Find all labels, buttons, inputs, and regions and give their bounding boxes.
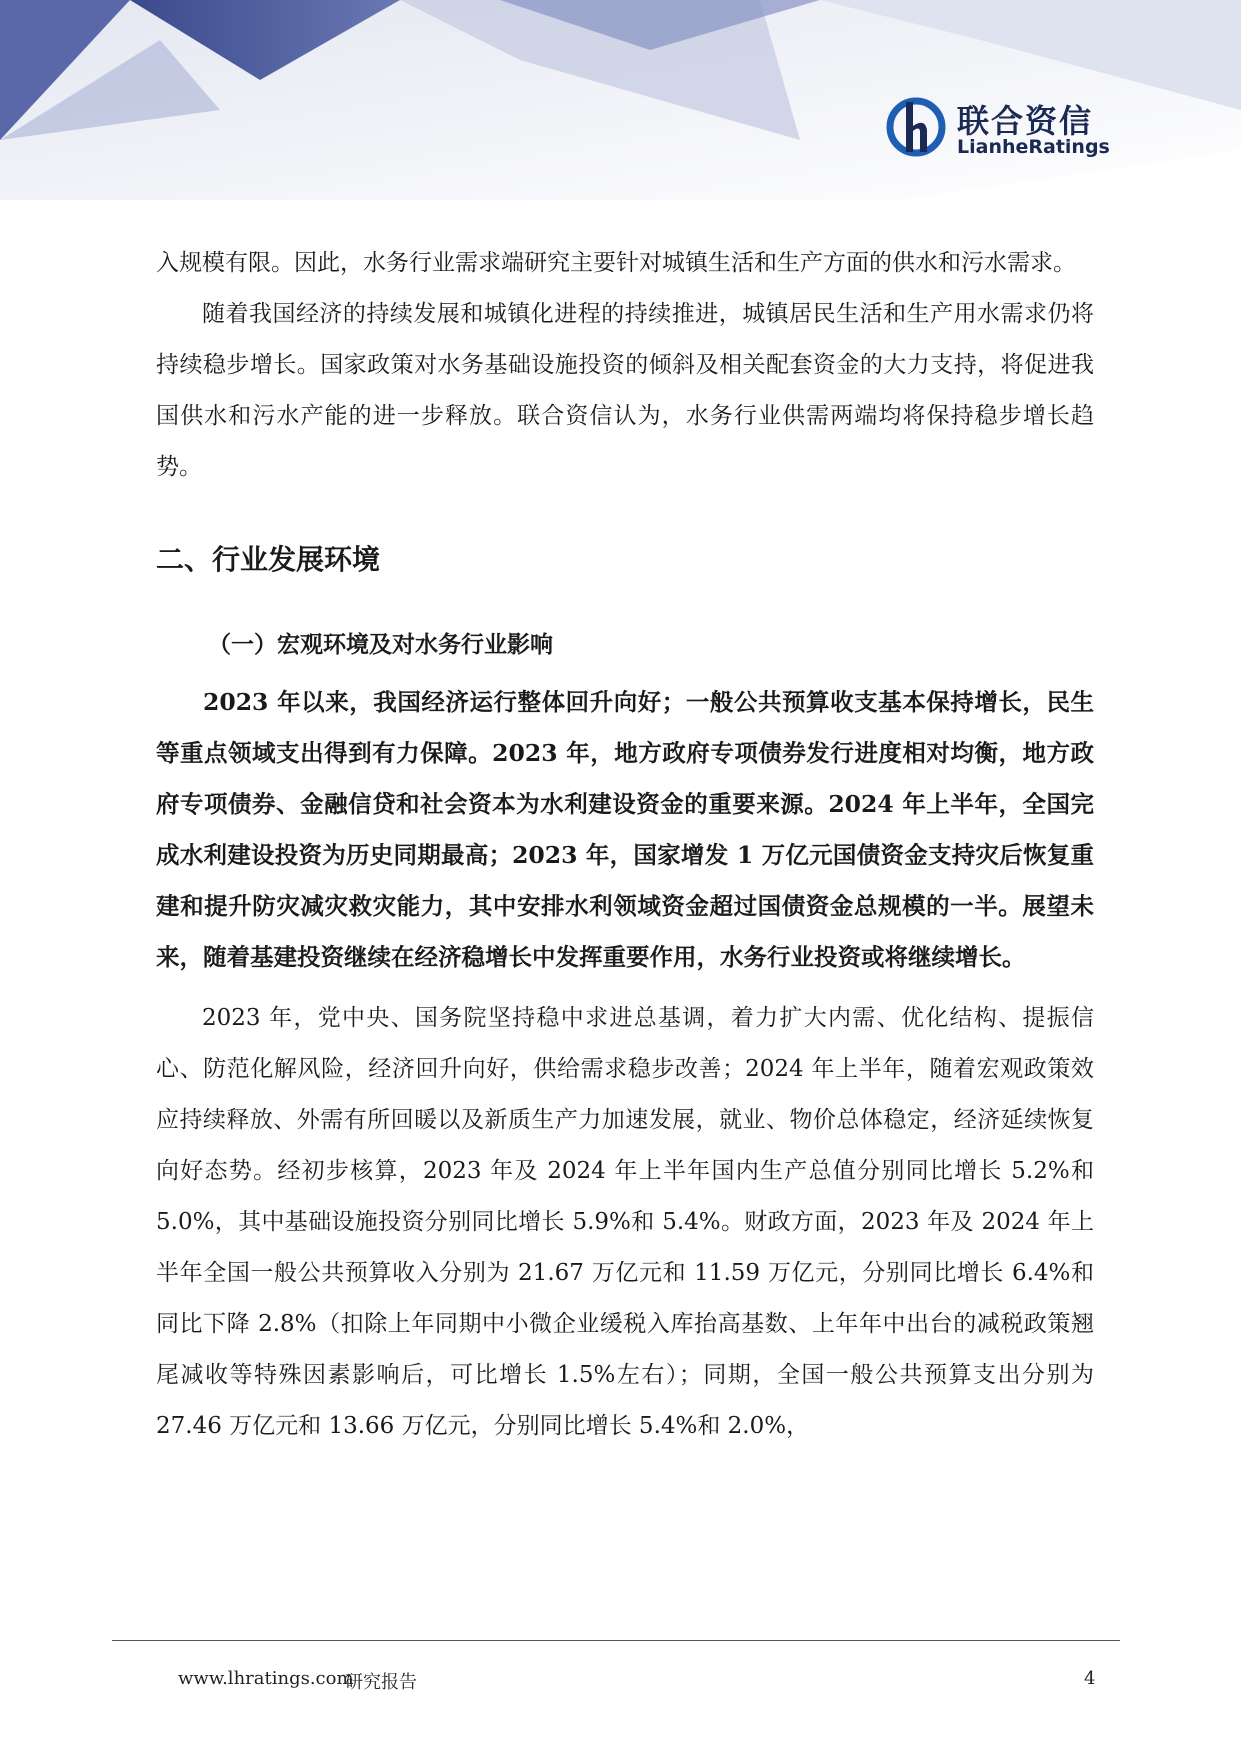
- paragraph-continued: 入规模有限。因此，水务行业需求端研究主要针对城镇生活和生产方面的供水和污水需求。: [156, 250, 1076, 276]
- brand-logo: [885, 96, 1110, 162]
- section-heading: 二、行业发展环境: [156, 543, 381, 576]
- lianhe-logo-icon: [885, 96, 947, 158]
- summary-paragraph: 2023 年以来，我国经济运行整体回升向好；一般公共预算收支基本保持增长，民生等重点领域支出得到有力保障。2023 年，地方政府专项债券发行进度相对均衡，地方政府专项债券、金融信贷和社会资本为水利建设资金的重要来源。2024 年上半年，全国完成水利建设投资为历史同期最高；2023 年，国家增发 1 万亿元国债资金支持灾后恢复重建和提升防灾减灾救灾能力，其中安排水利领域资金超过国债资金总规模的一半。展望未来，随着基建投资继续在经济稳增长中发挥重要作用，水务行业投资或将继续增长。: [156, 688, 1094, 971]
- document-body: [156, 238, 1094, 1452]
- footer-website-link[interactable]: www.lhratings.com: [178, 1668, 354, 1689]
- logo-english-name: LianheRatings: [957, 136, 1110, 158]
- logo-chinese-name: 联合资信: [957, 102, 1094, 140]
- footer-report-label: 研究报告: [345, 1672, 417, 1693]
- footer-divider: [112, 1640, 1120, 1641]
- paragraph-outlook: 随着我国经济的持续发展和城镇化进程的持续推进，城镇居民生活和生产用水需求仍将持续稳步增长。国家政策对水务基础设施投资的倾斜及相关配套资金的大力支持，将促进我国供水和污水产能的进一步释放。联合资信认为，水务行业供需两端均将保持稳步增长趋势。: [156, 301, 1094, 480]
- subsection-heading: （一）宏观环境及对水务行业影响: [208, 632, 553, 658]
- paragraph-macro: 2023 年，党中央、国务院坚持稳中求进总基调，着力扩大内需、优化结构、提振信心、防范化解风险，经济回升向好，供给需求稳步改善；2024 年上半年，随着宏观政策效应持续释放、外需有所回暖以及新质生产力加速发展，就业、物价总体稳定，经济延续恢复向好态势。经初步核算，2023 年及 2024 年上半年国内生产总值分别同比增长 5.2%和 5.0%，其中基础设施投资分别同比增长 5.9%和 5.4%。财政方面，2023 年及 2024 年上半年全国一般公共预算收入分别为 21.67 万亿元和 11.59 万亿元，分别同比增长 6.4%和同比下降 2.8%（扣除上年同期中小微企业缓税入库抬高基数、上年年中出台的减税政策翘尾减收等特殊因素影响后，可比增长 1.5%左右）；同期，全国一般公共预算支出分别为 27.46 万亿元和 13.66 万亿元，分别同比增长 5.4%和 2.0%，: [156, 1005, 1094, 1439]
- page-number: 4: [1084, 1668, 1096, 1689]
